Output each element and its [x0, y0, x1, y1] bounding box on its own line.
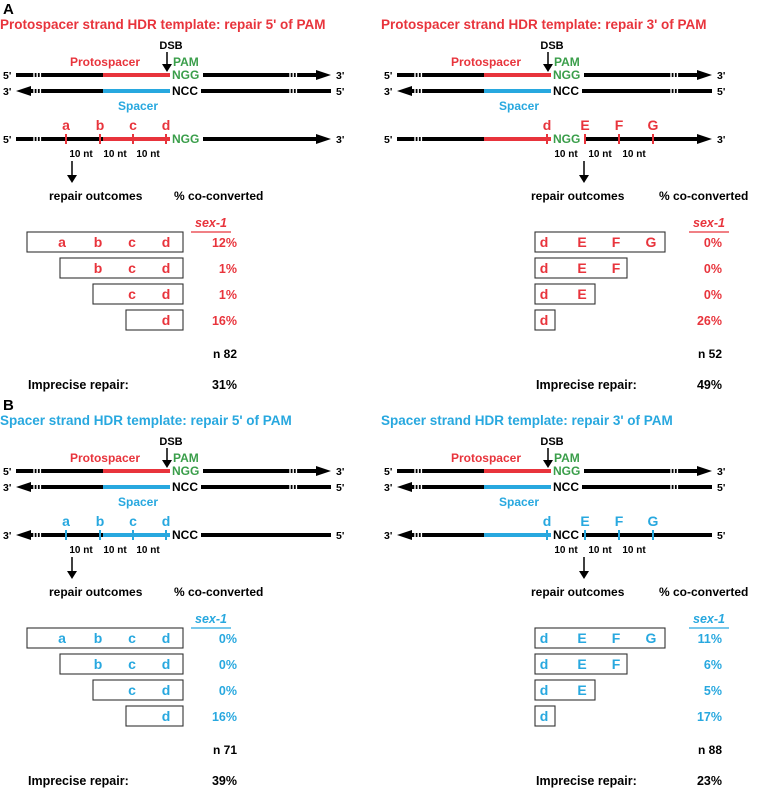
outcome-letter-E: E: [577, 656, 587, 672]
outcome-box: [126, 706, 183, 726]
panel-title: Protospacer strand HDR template: repair 5' of PAM: [0, 17, 326, 32]
protospacer-label: Protospacer: [450, 451, 521, 465]
ten-nt-label: 10 nt: [69, 545, 93, 556]
arrow-down-icon: [67, 571, 77, 579]
ncc-label: NCC: [172, 528, 198, 542]
ten-nt-label: 10 nt: [622, 149, 646, 160]
arrow-right-icon: [316, 134, 331, 144]
outcome-letter-d: d: [539, 682, 549, 698]
imprecise-repair-value: 23%: [696, 774, 722, 788]
mutation-letter-a: a: [62, 513, 70, 529]
pam-label: PAM: [554, 451, 580, 465]
imprecise-repair-label: Imprecise repair:: [28, 774, 129, 788]
panel-title: Spacer strand HDR template: repair 3' of PAM: [381, 413, 673, 428]
outcome-letter-c: c: [128, 260, 136, 276]
ten-nt-label: 10 nt: [622, 545, 646, 556]
template-end-label: 3': [3, 530, 12, 542]
co-conversion-percent: 6%: [703, 658, 722, 672]
five-prime-label: 5': [3, 466, 12, 478]
outcome-letter-b: b: [93, 630, 103, 646]
co-conversion-percent: 0%: [218, 632, 237, 646]
panel-1: [0, 17, 344, 392]
sample-size: n 82: [212, 347, 237, 361]
arrow-right-icon: [697, 134, 712, 144]
outcome-letter-d: d: [161, 286, 171, 302]
outcome-letter-b: b: [93, 656, 103, 672]
mutation-letter-c: c: [129, 117, 137, 133]
imprecise-repair-value: 39%: [211, 774, 237, 788]
imprecise-repair-label: Imprecise repair:: [28, 378, 129, 392]
outcome-letter-d: d: [539, 286, 549, 302]
three-prime-label: 3': [336, 466, 345, 478]
outcome-letter-d: d: [539, 312, 549, 328]
co-conversion-percent: 26%: [696, 314, 722, 328]
mutation-letter-E: E: [580, 117, 590, 133]
mutation-letter-F: F: [614, 513, 624, 529]
ten-nt-label: 10 nt: [103, 149, 127, 160]
section-label-a: A: [3, 1, 14, 18]
sample-size: n 71: [212, 743, 237, 757]
co-conversion-percent: 17%: [696, 710, 722, 724]
dsb-label: DSB: [159, 436, 183, 448]
imprecise-repair-label: Imprecise repair:: [536, 774, 637, 788]
three-prime-label: 3': [384, 482, 393, 494]
outcome-letter-E: E: [577, 286, 587, 302]
co-converted-header: % co-converted: [174, 189, 264, 203]
outcome-letter-a: a: [58, 234, 66, 250]
outcome-letter-F: F: [611, 260, 621, 276]
outcome-letter-d: d: [539, 656, 549, 672]
ngg-label: NGG: [553, 68, 581, 82]
arrow-right-icon: [697, 466, 712, 476]
three-prime-label: 3': [336, 70, 345, 82]
mutation-letter-b: b: [95, 513, 105, 529]
co-conversion-percent: 0%: [703, 236, 722, 250]
protospacer-label: Protospacer: [69, 55, 140, 69]
dsb-arrow-icon: [543, 460, 553, 468]
outcome-letter-d: d: [161, 260, 171, 276]
spacer-label: Spacer: [498, 495, 540, 509]
outcome-letter-d: d: [161, 312, 171, 328]
ngg-label: NGG: [553, 132, 581, 146]
co-conversion-percent: 1%: [218, 288, 237, 302]
outcome-letter-d: d: [539, 260, 549, 276]
outcome-letter-G: G: [645, 630, 657, 646]
five-prime-label: 5': [336, 482, 345, 494]
ngg-label: NGG: [172, 68, 200, 82]
outcome-letter-c: c: [128, 234, 136, 250]
outcome-letter-E: E: [577, 260, 587, 276]
mutation-letter-c: c: [129, 513, 137, 529]
template-end-label: 5': [3, 134, 12, 146]
arrow-left-icon: [397, 482, 412, 492]
imprecise-repair-label: Imprecise repair:: [536, 378, 637, 392]
outcome-letter-c: c: [128, 286, 136, 302]
ten-nt-label: 10 nt: [103, 545, 127, 556]
outcome-letter-G: G: [645, 234, 657, 250]
template-end-label: 5': [717, 530, 726, 542]
co-conversion-percent: 0%: [218, 684, 237, 698]
ten-nt-label: 10 nt: [69, 149, 93, 160]
protospacer-label: Protospacer: [450, 55, 521, 69]
co-conversion-percent: 5%: [703, 684, 722, 698]
dsb-arrow-icon: [162, 64, 172, 72]
outcome-letter-d: d: [539, 234, 549, 250]
outcome-box: [27, 232, 183, 252]
mutation-letter-E: E: [580, 513, 590, 529]
ncc-label: NCC: [172, 480, 198, 494]
imprecise-repair-value: 31%: [211, 378, 237, 392]
outcome-box: [126, 310, 183, 330]
spacer-label: Spacer: [117, 495, 159, 509]
three-prime-label: 3': [3, 86, 12, 98]
co-conversion-percent: 12%: [211, 236, 237, 250]
dsb-label: DSB: [540, 436, 564, 448]
mutation-letter-G: G: [647, 117, 659, 133]
outcome-letter-F: F: [611, 630, 621, 646]
spacer-label: Spacer: [498, 99, 540, 113]
panel-4: [381, 413, 748, 788]
mutation-letter-b: b: [95, 117, 105, 133]
outcome-letter-F: F: [611, 234, 621, 250]
arrow-left-icon: [16, 86, 31, 96]
five-prime-label: 5': [3, 70, 12, 82]
template-end-label: 3': [384, 530, 393, 542]
ten-nt-label: 10 nt: [554, 545, 578, 556]
three-prime-label: 3': [384, 86, 393, 98]
co-conversion-percent: 16%: [211, 710, 237, 724]
locus-label: sex-1: [693, 216, 725, 230]
co-conversion-percent: 16%: [211, 314, 237, 328]
outcome-letter-d: d: [161, 630, 171, 646]
mutation-letter-d: d: [542, 513, 552, 529]
ten-nt-label: 10 nt: [136, 149, 160, 160]
five-prime-label: 5': [384, 466, 393, 478]
outcome-letter-b: b: [93, 260, 103, 276]
ngg-label: NGG: [172, 132, 200, 146]
co-conversion-percent: 11%: [697, 632, 722, 646]
locus-label: sex-1: [195, 216, 227, 230]
section-label-b: B: [3, 397, 14, 414]
protospacer-label: Protospacer: [69, 451, 140, 465]
dsb-arrow-icon: [543, 64, 553, 72]
dsb-label: DSB: [540, 40, 564, 52]
ncc-label: NCC: [172, 84, 198, 98]
panel-title: Spacer strand HDR template: repair 5' of PAM: [0, 413, 292, 428]
arrow-right-icon: [316, 70, 331, 80]
ten-nt-label: 10 nt: [554, 149, 578, 160]
ncc-label: NCC: [553, 528, 579, 542]
arrow-down-icon: [67, 175, 77, 183]
panel-2: [381, 17, 748, 392]
arrow-down-icon: [579, 175, 589, 183]
arrow-right-icon: [697, 70, 712, 80]
outcome-letter-c: c: [128, 630, 136, 646]
template-end-label: 5': [336, 530, 345, 542]
template-end-label: 5': [384, 134, 393, 146]
co-conversion-percent: 0%: [703, 288, 722, 302]
ten-nt-label: 10 nt: [588, 149, 612, 160]
arrow-left-icon: [16, 482, 31, 492]
mutation-letter-d: d: [542, 117, 552, 133]
arrow-left-icon: [16, 530, 31, 540]
co-converted-header: % co-converted: [659, 585, 749, 599]
spacer-label: Spacer: [117, 99, 159, 113]
dsb-label: DSB: [159, 40, 183, 52]
pam-label: PAM: [173, 451, 199, 465]
arrow-left-icon: [397, 86, 412, 96]
panel-title: Protospacer strand HDR template: repair 3' of PAM: [381, 17, 707, 32]
pam-label: PAM: [554, 55, 580, 69]
outcome-letter-d: d: [539, 708, 549, 724]
pam-label: PAM: [173, 55, 199, 69]
outcome-box: [27, 628, 183, 648]
ten-nt-label: 10 nt: [588, 545, 612, 556]
ngg-label: NGG: [172, 464, 200, 478]
mutation-letter-d: d: [161, 117, 171, 133]
repair-outcomes-header: repair outcomes: [49, 585, 143, 599]
locus-label: sex-1: [195, 612, 227, 626]
sample-size: n 52: [697, 347, 722, 361]
ngg-label: NGG: [553, 464, 581, 478]
three-prime-label: 3': [3, 482, 12, 494]
arrow-left-icon: [397, 530, 412, 540]
mutation-letter-F: F: [614, 117, 624, 133]
repair-outcomes-header: repair outcomes: [531, 585, 625, 599]
outcome-letter-a: a: [58, 630, 66, 646]
outcome-letter-c: c: [128, 682, 136, 698]
co-conversion-percent: 0%: [703, 262, 722, 276]
template-end-label: 3': [717, 134, 726, 146]
ncc-label: NCC: [553, 480, 579, 494]
outcome-letter-d: d: [161, 234, 171, 250]
repair-outcomes-header: repair outcomes: [49, 189, 143, 203]
co-conversion-percent: 0%: [218, 658, 237, 672]
panel-3: [0, 413, 344, 788]
outcome-letter-c: c: [128, 656, 136, 672]
ten-nt-label: 10 nt: [136, 545, 160, 556]
five-prime-label: 5': [384, 70, 393, 82]
co-converted-header: % co-converted: [174, 585, 264, 599]
mutation-letter-G: G: [647, 513, 659, 529]
three-prime-label: 3': [717, 70, 726, 82]
outcome-letter-b: b: [93, 234, 103, 250]
arrow-down-icon: [579, 571, 589, 579]
outcome-letter-d: d: [161, 656, 171, 672]
ncc-label: NCC: [553, 84, 579, 98]
five-prime-label: 5': [717, 86, 726, 98]
five-prime-label: 5': [717, 482, 726, 494]
co-conversion-percent: 1%: [218, 262, 237, 276]
five-prime-label: 5': [336, 86, 345, 98]
mutation-letter-a: a: [62, 117, 70, 133]
outcome-letter-F: F: [611, 656, 621, 672]
outcome-letter-E: E: [577, 234, 587, 250]
co-converted-header: % co-converted: [659, 189, 749, 203]
locus-label: sex-1: [693, 612, 725, 626]
imprecise-repair-value: 49%: [696, 378, 722, 392]
outcome-letter-d: d: [161, 682, 171, 698]
outcome-letter-d: d: [161, 708, 171, 724]
three-prime-label: 3': [717, 466, 726, 478]
outcome-letter-E: E: [577, 682, 587, 698]
dsb-arrow-icon: [162, 460, 172, 468]
outcome-letter-E: E: [577, 630, 587, 646]
arrow-right-icon: [316, 466, 331, 476]
sample-size: n 88: [697, 743, 722, 757]
mutation-letter-d: d: [161, 513, 171, 529]
template-end-label: 3': [336, 134, 345, 146]
repair-outcomes-header: repair outcomes: [531, 189, 625, 203]
outcome-letter-d: d: [539, 630, 549, 646]
